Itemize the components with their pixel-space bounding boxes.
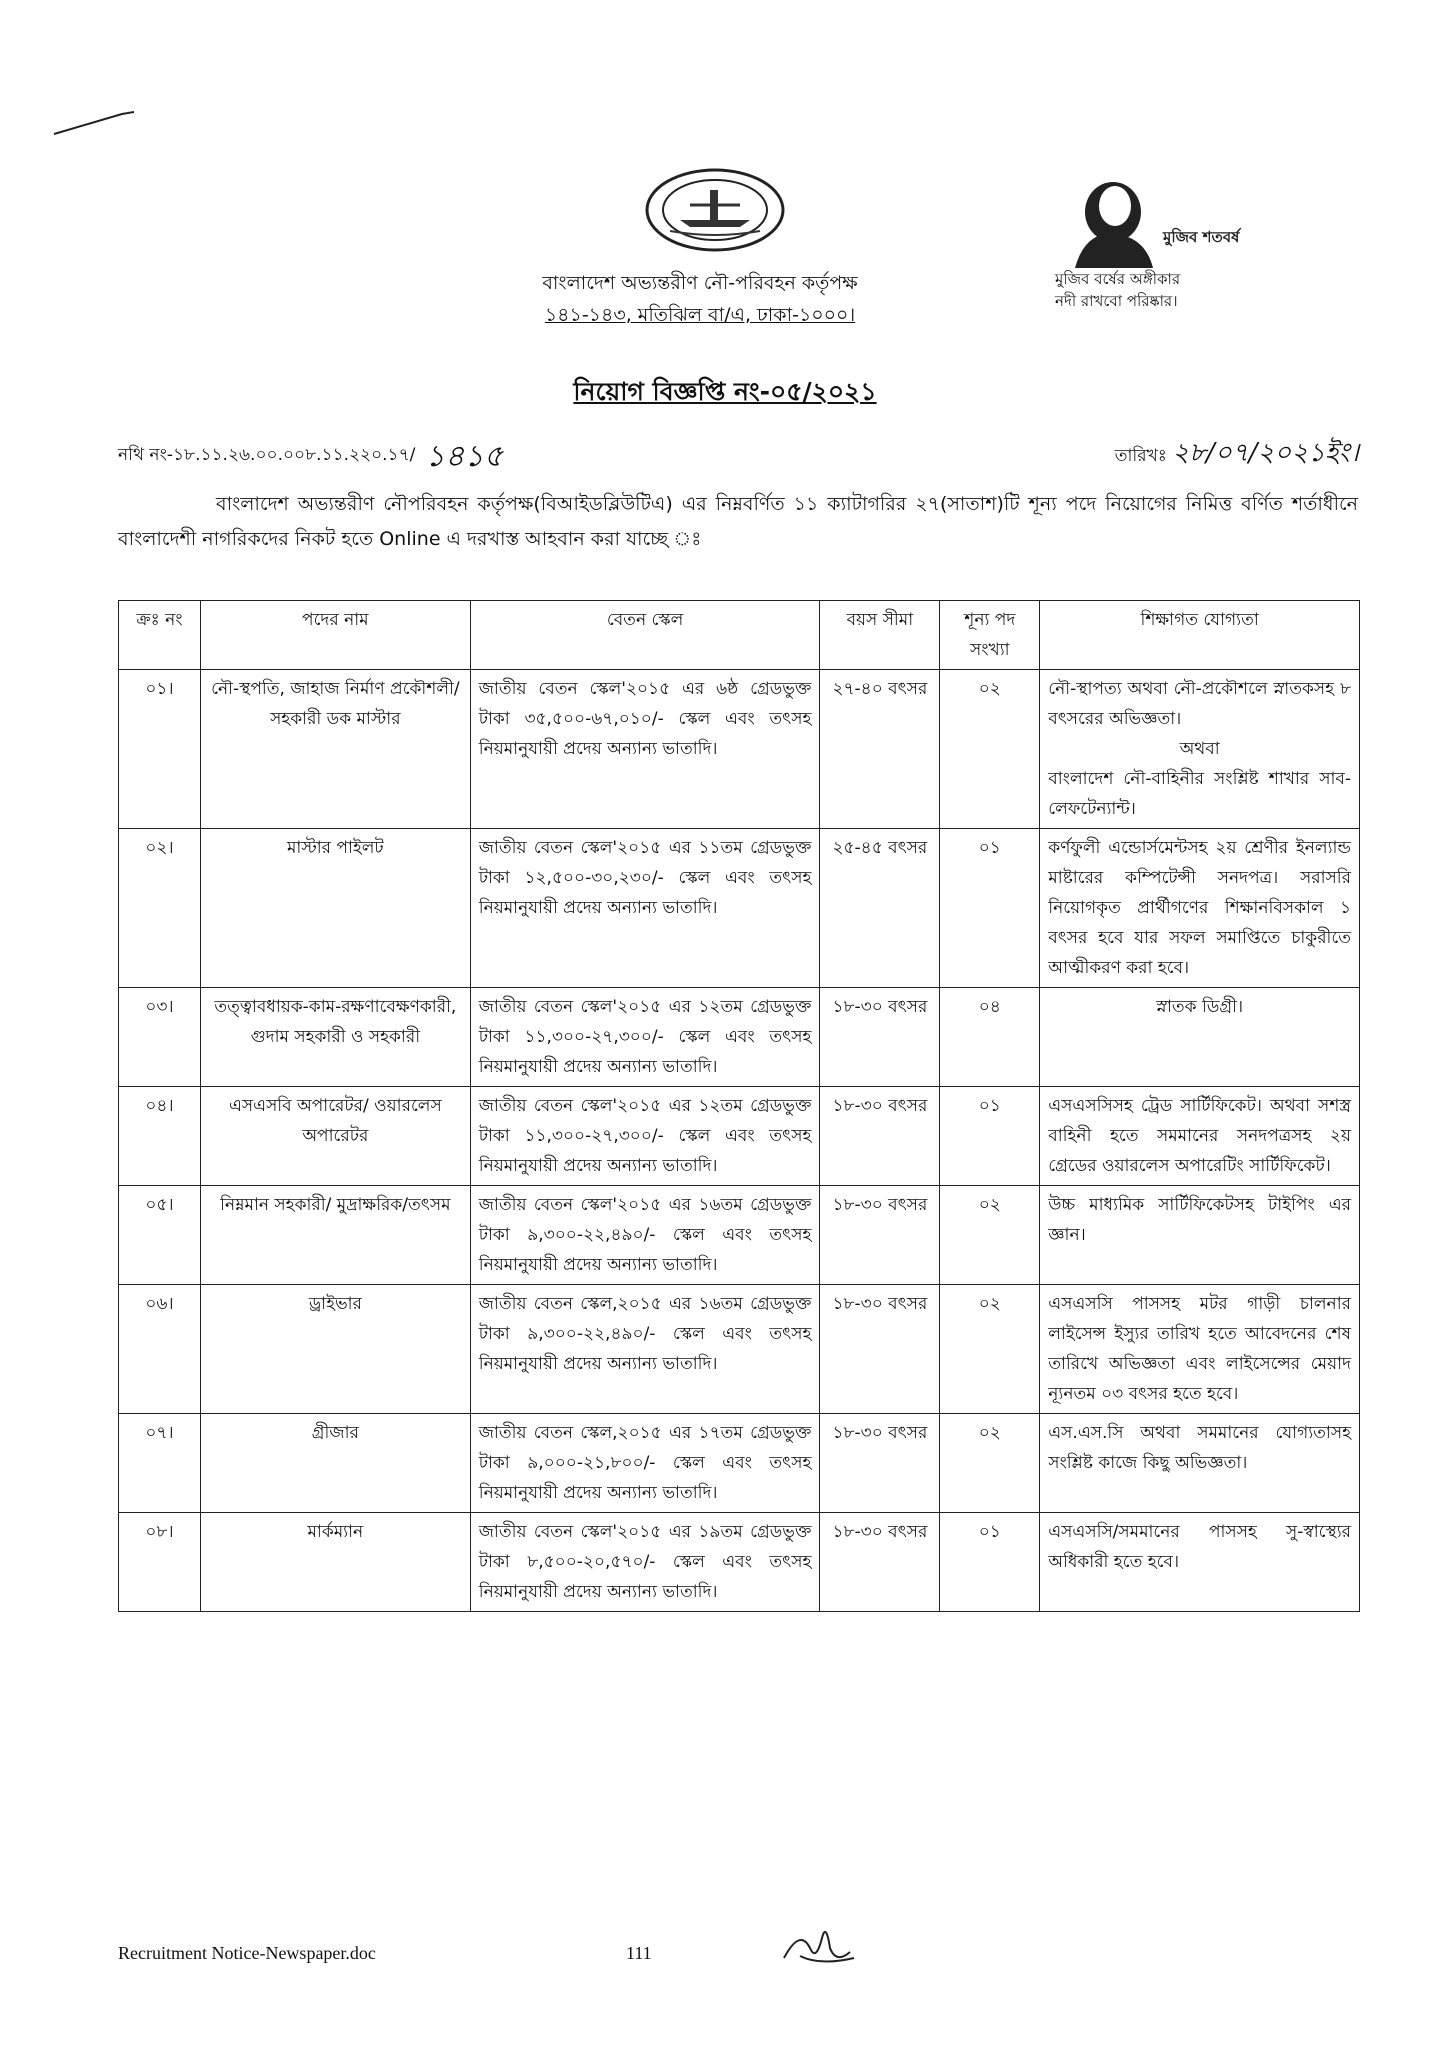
- mujib-borsho-logo-icon: [1055, 172, 1255, 268]
- mujib-logo-text: মুজিব শতবর্ষ: [1163, 228, 1240, 246]
- header-vacancy: শূন্য পদ সংখ্যা: [940, 601, 1040, 670]
- biwta-logo-icon: [640, 165, 790, 255]
- cell-age: ১৮-৩০ বৎসর: [820, 1087, 940, 1186]
- cell-age: ১৮-৩০ বৎসর: [820, 1186, 940, 1285]
- cell-vacancy: ০২: [940, 1186, 1040, 1285]
- table-row: [119, 829, 1360, 988]
- cell-qualification: এসএসসিসহ ট্রেড সার্টিফিকেট। অথবা সশস্ত্র বাহিনী হতে সমমানের সনদপত্রসহ ২য় গ্রেডের ওয়ারলেস অপারেটিং সার্টিফিকেট।: [1040, 1087, 1360, 1186]
- footer-filename: Recruitment Notice-Newspaper.doc: [118, 1943, 376, 1963]
- cell-pay: জাতীয় বেতন স্কেল'২০১৫ এর ১৯তম গ্রেডভুক্ত টাকা ৮,৫০০-২০,৫৭০/- স্কেল এবং তৎসহ নিয়মানুযায়ী প্রদেয় অন্যান্য ভাতাদি।: [470, 1513, 820, 1612]
- cell-pay: জাতীয় বেতন স্কেল,২০১৫ এর ১৬তম গ্রেডভুক্ত টাকা ৯,৩০০-২২,৪৯০/- স্কেল এবং তৎসহ নিয়মানুযায়ী প্রদেয় অন্যান্য ভাতাদি।: [470, 1285, 820, 1414]
- cell-qualification: উচ্চ মাধ্যমিক সার্টিফিকেটসহ টাইপিং এর জ্ঞান।: [1040, 1186, 1360, 1285]
- cell-sl: ০৭।: [119, 1414, 201, 1513]
- signature-icon: [780, 1918, 860, 1970]
- cell-vacancy: ০২: [940, 1414, 1040, 1513]
- cell-age: ১৮-৩০ বৎসর: [820, 1414, 940, 1513]
- cell-qualification: এসএসসি/সমমানের পাসসহ সু-স্বাস্থ্যের অধিকারী হতে হবে।: [1040, 1513, 1360, 1612]
- cell-pay: জাতীয় বেতন স্কেল'২০১৫ এর ১২তম গ্রেডভুক্ত টাকা ১১,৩০০-২৭,৩০০/- স্কেল এবং তৎসহ নিয়মানুযায়ী প্রদেয় অন্যান্য ভাতাদি।: [470, 988, 820, 1087]
- intro-paragraph: বাংলাদেশ অভ্যন্তরীণ নৌপরিবহন কর্তৃপক্ষ(বিআইডব্লিউটিএ) এর নিম্নবর্ণিত ১১ ক্যাটাগরির ২৭(সাতাশ)টি শূন্য পদে নিয়োগের নিমিত্ত বর্ণিত শর্তাধীনে বাংলাদেশী নাগরিকদের নিকট হতে Online এ দরখাস্ত আহবান করা যাচ্ছে ঃ: [118, 493, 1358, 550]
- organization-name: বাংলাদেশ অভ্যন্তরীণ নৌ-পরিবহন কর্তৃপক্ষ: [542, 272, 858, 294]
- qualification-or: অথবা: [1179, 739, 1220, 759]
- organization-address: ১৪১-১৪৩, মতিঝিল বা/এ, ঢাকা-১০০০।: [544, 304, 856, 326]
- vacancy-table: [118, 600, 1360, 1612]
- pen-stroke-mark: [52, 108, 137, 136]
- date-label: তারিখঃ: [1114, 446, 1167, 466]
- cell-vacancy: ০১: [940, 1513, 1040, 1612]
- memo-number: ১৪১৫: [425, 439, 504, 474]
- qualification-text: নৌ-স্থাপত্য অথবা নৌ-প্রকৌশলে স্নাতকসহ ৮ বৎসরের অভিজ্ঞতা।: [1048, 679, 1351, 729]
- table-row: [119, 670, 1360, 829]
- memo-label: নথি নং-১৮.১১.২৬.০০.০০৮.১১.২২০.১৭/: [118, 445, 416, 465]
- table-header-row: [119, 601, 1360, 670]
- header-qualification: শিক্ষাগত যোগ্যতা: [1040, 601, 1360, 670]
- cell-sl: ০৮।: [119, 1513, 201, 1612]
- cell-qualification: কর্ণফুলী এন্ডোর্সমেন্টসহ ২য় শ্রেণীর ইনল্যান্ড মাষ্টারের কম্পিটেন্সী সনদপত্র। সরাসরি নিয়োগকৃত প্রার্থীগণের শিক্ষানবিসকাল ১ বৎসর হবে যার সফল সমাপ্তিতে চাকুরীতে আত্মীকরণ করা হবে।: [1040, 829, 1360, 988]
- cell-post: নৌ-স্থপতি, জাহাজ নির্মাণ প্রকৌশলী/সহকারী ডক মাস্টার: [200, 670, 470, 829]
- cell-pay: জাতীয় বেতন স্কেল'২০১৫ এর ৬ষ্ঠ গ্রেডভুক্ত টাকা ৩৫,৫০০-৬৭,০১০/- স্কেল এবং তৎসহ নিয়মানুযায়ী প্রদেয় অন্যান্য ভাতাদি।: [470, 670, 820, 829]
- footer-page-number: 111: [626, 1943, 652, 1963]
- cell-age: ২৫-৪৫ বৎসর: [820, 829, 940, 988]
- table-row: [119, 988, 1360, 1087]
- cell-vacancy: ০২: [940, 670, 1040, 829]
- table-row: [119, 1414, 1360, 1513]
- cell-post: মাস্টার পাইলট: [200, 829, 470, 988]
- table-row: [119, 1513, 1360, 1612]
- cell-post: মার্কম্যান: [200, 1513, 470, 1612]
- cell-age: ১৮-৩০ বৎসর: [820, 1285, 940, 1414]
- memo-line: [118, 432, 503, 483]
- cell-qualification: এসএসসি পাসসহ মটর গাড়ী চালনার লাইসেন্স ইস্যুর তারিখ হতে আবেদনের শেষ তারিখে অভিজ্ঞতা এবং লাইসেন্সের মেয়াদ ন্যূনতম ০৩ বৎসর হতে হবে।: [1040, 1285, 1360, 1414]
- cell-post: নিম্নমান সহকারী/ মুদ্রাক্ষরিক/তৎসম: [200, 1186, 470, 1285]
- table-row: [119, 1087, 1360, 1186]
- cell-qualification: স্নাতক ডিগ্রী।: [1040, 988, 1360, 1087]
- header-age: বয়স সীমা: [820, 601, 940, 670]
- cell-sl: ০৬।: [119, 1285, 201, 1414]
- slogan-line-1: মুজিব বর্ষের অঙ্গীকার: [1055, 270, 1181, 288]
- date-line: [1115, 432, 1359, 476]
- cell-age: ১৮-৩০ বৎসর: [820, 1513, 940, 1612]
- header-pay: বেতন স্কেল: [470, 601, 820, 670]
- cell-sl: ০১।: [119, 670, 201, 829]
- table-row: [119, 1285, 1360, 1414]
- cell-pay: জাতীয় বেতন স্কেল,২০১৫ এর ১৭তম গ্রেডভুক্ত টাকা ৯,০০০-২১,৮০০/- স্কেল এবং তৎসহ নিয়মানুযায়ী প্রদেয় অন্যান্য ভাতাদি।: [470, 1414, 820, 1513]
- qualification-extra: বাংলাদেশ নৌ-বাহিনীর সংশ্লিষ্ট শাখার সাব-লেফটেন্যান্ট।: [1048, 769, 1351, 819]
- table-row: [119, 1186, 1360, 1285]
- cell-qualification: [1040, 670, 1360, 829]
- cell-pay: জাতীয় বেতন স্কেল'২০১৫ এর ১১তম গ্রেডভুক্ত টাকা ১২,৫০০-৩০,২৩০/- স্কেল এবং তৎসহ নিয়মানুযায়ী প্রদেয় অন্যান্য ভাতাদি।: [470, 829, 820, 988]
- header-sl: ক্রঃ নং: [119, 601, 201, 670]
- cell-pay: জাতীয় বেতন স্কেল'২০১৫ এর ১২তম গ্রেডভুক্ত টাকা ১১,৩০০-২৭,৩০০/- স্কেল এবং তৎসহ নিয়মানুযায়ী প্রদেয় অন্যান্য ভাতাদি।: [470, 1087, 820, 1186]
- notice-title: নিয়োগ বিজ্ঞপ্তি নং-০৫/২০২১: [573, 377, 877, 406]
- cell-vacancy: ০১: [940, 829, 1040, 988]
- cell-pay: জাতীয় বেতন স্কেল'২০১৫ এর ১৬তম গ্রেডভুক্ত টাকা ৯,৩০০-২২,৪৯০/- স্কেল এবং তৎসহ নিয়মানুযায়ী প্রদেয় অন্যান্য ভাতাদি।: [470, 1186, 820, 1285]
- mujib-year-block: [1055, 172, 1295, 312]
- cell-sl: ০৩।: [119, 988, 201, 1087]
- cell-vacancy: ০২: [940, 1285, 1040, 1414]
- cell-vacancy: ০১: [940, 1087, 1040, 1186]
- cell-age: ২৭-৪০ বৎসর: [820, 670, 940, 829]
- header-post: পদের নাম: [200, 601, 470, 670]
- cell-post: এসএসবি অপারেটর/ ওয়ারলেস অপারেটর: [200, 1087, 470, 1186]
- slogan-line-2: নদী রাখবো পরিষ্কার।: [1055, 292, 1178, 310]
- cell-age: ১৮-৩০ বৎসর: [820, 988, 940, 1087]
- cell-post: ড্রাইভার: [200, 1285, 470, 1414]
- cell-post: গ্রীজার: [200, 1414, 470, 1513]
- date-value: ২৮/০৭/২০২১ইং।: [1172, 438, 1359, 468]
- cell-post: তত্ত্বাবধায়ক-কাম-রক্ষণাবেক্ষণকারী, গুদাম সহকারী ও সহকারী: [200, 988, 470, 1087]
- cell-sl: ০৫।: [119, 1186, 201, 1285]
- cell-vacancy: ০৪: [940, 988, 1040, 1087]
- cell-sl: ০৪।: [119, 1087, 201, 1186]
- cell-sl: ০২।: [119, 829, 201, 988]
- cell-qualification: এস.এস.সি অথবা সমমানের যোগ্যতাসহ সংশ্লিষ্ট কাজে কিছু অভিজ্ঞতা।: [1040, 1414, 1360, 1513]
